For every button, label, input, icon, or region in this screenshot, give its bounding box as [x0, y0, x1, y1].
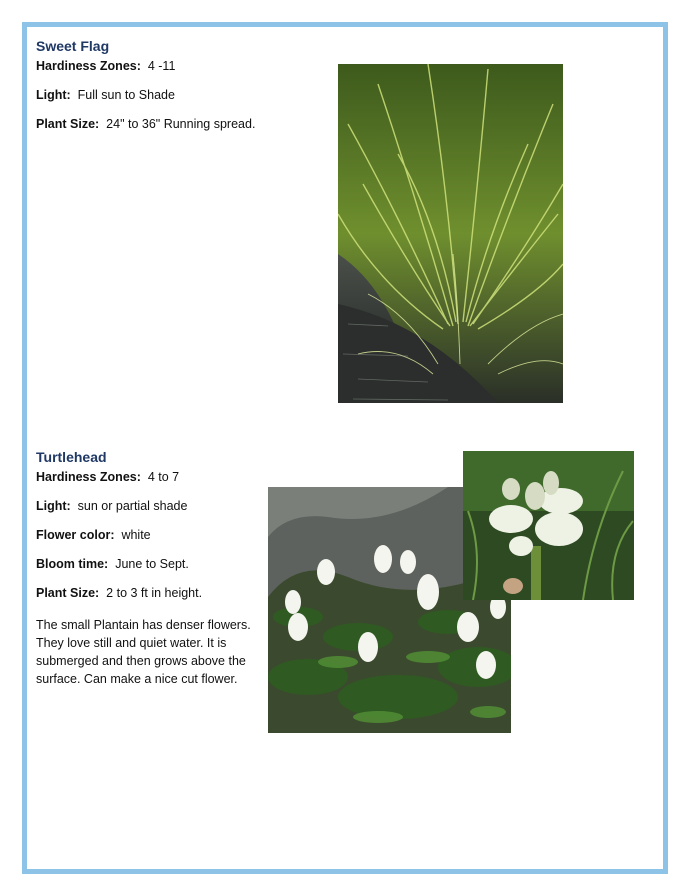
size-label: Plant Size: [36, 117, 100, 131]
light-value: Full sun to Shade [77, 88, 175, 102]
turtlehead-bloom-time [36, 557, 189, 571]
turtlehead-size [36, 586, 202, 600]
sweet-flag-photo [338, 64, 563, 403]
turtlehead-hardiness [36, 470, 179, 484]
hardiness-value: 4 to 7 [147, 470, 180, 484]
hardiness-label: Hardiness Zones: [36, 470, 141, 484]
sweet-flag-hardiness [36, 59, 175, 73]
hardiness-label: Hardiness Zones: [36, 59, 141, 73]
light-value: sun or partial shade [77, 499, 188, 513]
light-label: Light: [36, 88, 71, 102]
size-value: 2 to 3 ft in height. [106, 586, 203, 600]
bloom-label: Bloom time: [36, 557, 109, 571]
flower-label: Flower color: [36, 528, 115, 542]
turtlehead-light [36, 499, 187, 513]
sweet-flag-title: Sweet Flag [36, 38, 110, 54]
turtlehead-flower-color [36, 528, 151, 542]
turtlehead-title: Turtlehead [36, 449, 107, 465]
turtlehead-description: The small Plantain has denser flowers. They love still and quiet water. It is submerged and then grows above the surface. Can make a nice cut flower. [36, 618, 251, 686]
size-label: Plant Size: [36, 586, 100, 600]
turtlehead-closeup-photo [463, 451, 634, 600]
light-label: Light: [36, 499, 71, 513]
flower-value: white [121, 528, 151, 542]
sweet-flag-size [36, 117, 255, 131]
hardiness-value: 4 -11 [147, 59, 176, 73]
bloom-value: June to Sept. [115, 557, 189, 571]
sweet-flag-light [36, 88, 175, 102]
size-value: 24" to 36" Running spread. [106, 117, 256, 131]
